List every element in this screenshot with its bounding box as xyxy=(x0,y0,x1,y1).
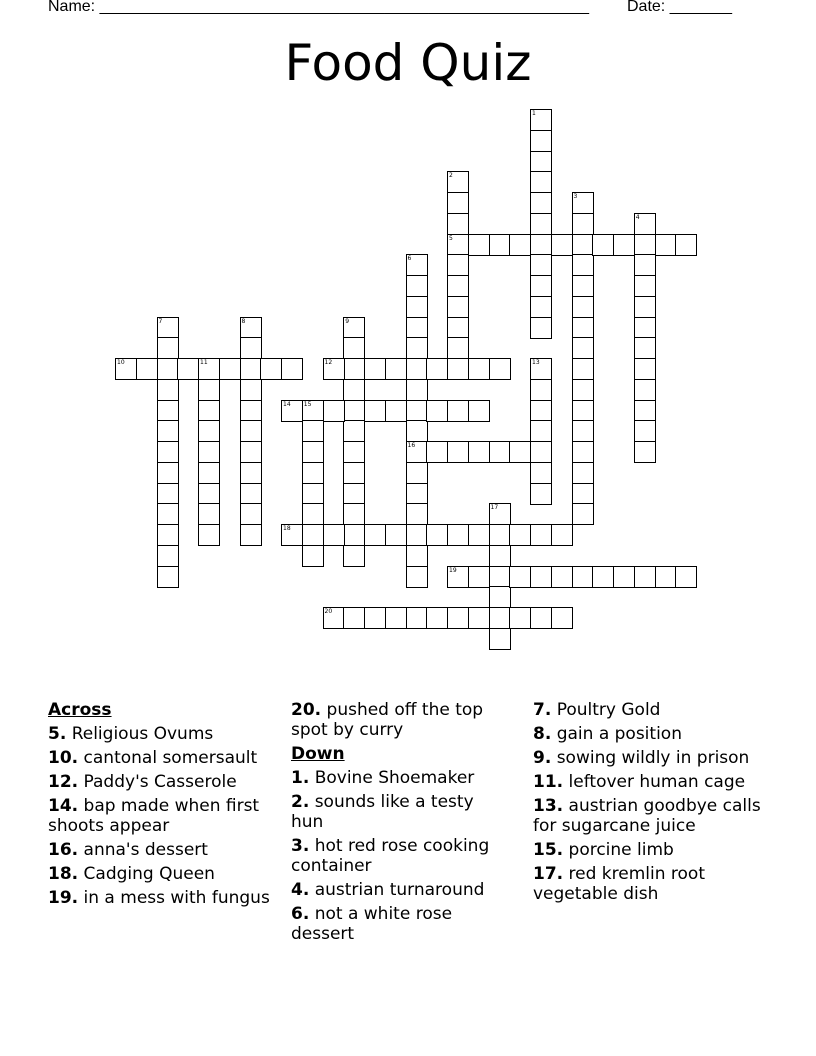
grid-cell[interactable] xyxy=(634,379,656,401)
grid-cell[interactable] xyxy=(572,420,594,442)
grid-cell[interactable] xyxy=(634,400,656,422)
grid-cell[interactable] xyxy=(634,420,656,442)
grid-clue-number: 6 xyxy=(407,255,412,263)
grid-cell[interactable] xyxy=(489,566,511,588)
grid-cell[interactable] xyxy=(406,337,428,359)
grid-cell[interactable] xyxy=(240,483,262,505)
grid-clue-number: 8 xyxy=(241,317,246,325)
grid-cell[interactable] xyxy=(426,524,448,546)
grid-cell[interactable] xyxy=(323,400,345,422)
clue-down-7: 7. Poultry Gold xyxy=(533,700,661,720)
grid-cell[interactable] xyxy=(260,358,282,380)
grid-cell[interactable] xyxy=(385,400,407,422)
grid-cell[interactable] xyxy=(572,566,594,588)
grid-cell[interactable] xyxy=(447,296,469,318)
grid-cell[interactable] xyxy=(177,358,199,380)
clue-across-10: 10. cantonal somersault xyxy=(48,748,258,768)
grid-cell[interactable] xyxy=(634,441,656,463)
clue-across-5: 5. Religious Ovums xyxy=(48,724,214,744)
grid-clue-number: 1 xyxy=(532,110,536,117)
grid-cell[interactable] xyxy=(240,358,262,380)
grid-cell[interactable] xyxy=(240,379,262,401)
grid-cell[interactable] xyxy=(489,441,511,463)
grid-cell[interactable] xyxy=(530,234,552,256)
grid-cell[interactable] xyxy=(240,503,262,525)
grid-cell[interactable] xyxy=(447,358,469,380)
grid-cell[interactable] xyxy=(468,566,490,588)
grid-cell[interactable] xyxy=(572,441,594,463)
clue-down-6: 6. not a white rose dessert xyxy=(291,904,453,944)
grid-cell[interactable] xyxy=(343,503,365,525)
grid-clue-number: 20 xyxy=(324,608,333,615)
grid-cell[interactable] xyxy=(240,420,262,442)
grid-cell[interactable] xyxy=(572,296,594,318)
grid-cell[interactable] xyxy=(530,441,552,463)
clue-down-13: 13. austrian goodbye calls for sugarcane juice xyxy=(533,796,761,836)
grid-cell[interactable] xyxy=(530,524,552,546)
grid-cell[interactable] xyxy=(157,524,179,546)
grid-cell[interactable] xyxy=(655,566,677,588)
grid-cell[interactable] xyxy=(343,524,365,546)
grid-cell[interactable] xyxy=(509,441,531,463)
clues-column-3 xyxy=(533,700,773,908)
grid-cell[interactable] xyxy=(426,607,448,629)
grid-cell[interactable] xyxy=(343,545,365,567)
grid-cell[interactable] xyxy=(157,358,179,380)
clue-down-17: 17. red kremlin root vegetable dish xyxy=(533,864,705,904)
grid-cell[interactable] xyxy=(447,213,469,235)
grid-cell[interactable] xyxy=(240,337,262,359)
name-field-label: Name: _______________________________________________________ xyxy=(48,0,589,15)
grid-cell[interactable] xyxy=(406,503,428,525)
grid-cell[interactable] xyxy=(198,400,220,422)
grid-cell[interactable] xyxy=(343,462,365,484)
grid-cell[interactable] xyxy=(530,317,552,339)
grid-cell[interactable] xyxy=(509,607,531,629)
grid-cell[interactable] xyxy=(530,420,552,442)
grid-cell[interactable] xyxy=(530,462,552,484)
clue-down-1: 1. Bovine Shoemaker xyxy=(291,768,475,788)
grid-cell[interactable] xyxy=(302,545,324,567)
grid-cell[interactable] xyxy=(468,234,490,256)
grid-cell[interactable] xyxy=(634,234,656,256)
grid-cell[interactable] xyxy=(385,358,407,380)
grid-cell[interactable] xyxy=(592,566,614,588)
grid-cell[interactable] xyxy=(364,358,386,380)
grid-cell[interactable] xyxy=(385,607,407,629)
grid-cell[interactable] xyxy=(364,400,386,422)
grid-cell[interactable] xyxy=(447,400,469,422)
grid-cell[interactable] xyxy=(447,254,469,276)
grid-cell[interactable] xyxy=(489,234,511,256)
grid-cell[interactable] xyxy=(198,462,220,484)
clue-down-3: 3. hot red rose cooking container xyxy=(291,836,490,876)
grid-cell[interactable] xyxy=(343,337,365,359)
grid-cell[interactable] xyxy=(530,254,552,276)
grid-cell[interactable] xyxy=(302,420,324,442)
grid-cell[interactable] xyxy=(426,400,448,422)
grid-cell[interactable] xyxy=(551,234,573,256)
grid-cell[interactable] xyxy=(364,524,386,546)
grid-cell[interactable] xyxy=(634,317,656,339)
grid-cell[interactable] xyxy=(489,524,511,546)
grid-cell[interactable] xyxy=(655,234,677,256)
grid-cell[interactable] xyxy=(406,607,428,629)
grid-cell[interactable] xyxy=(447,192,469,214)
grid-cell[interactable] xyxy=(468,441,490,463)
clue-across-16: 16. anna's dessert xyxy=(48,840,208,860)
clue-across-19: 19. in a mess with fungus xyxy=(48,888,270,908)
grid-cell[interactable] xyxy=(447,275,469,297)
grid-cell[interactable] xyxy=(198,483,220,505)
grid-cell[interactable] xyxy=(530,192,552,214)
grid-cell[interactable] xyxy=(343,607,365,629)
grid-cell[interactable] xyxy=(530,171,552,193)
grid-cell[interactable] xyxy=(572,213,594,235)
grid-cell[interactable] xyxy=(572,254,594,276)
grid-cell[interactable] xyxy=(281,358,303,380)
grid-cell[interactable] xyxy=(613,234,635,256)
grid-cell[interactable] xyxy=(136,358,158,380)
grid-cell[interactable] xyxy=(219,358,241,380)
grid-cell[interactable] xyxy=(572,234,594,256)
grid-clue-number: 5 xyxy=(449,234,453,242)
grid-cell[interactable] xyxy=(489,607,511,629)
grid-cell[interactable] xyxy=(551,524,573,546)
grid-cell[interactable] xyxy=(489,586,511,608)
grid-cell[interactable] xyxy=(530,130,552,152)
grid-cell[interactable] xyxy=(489,358,511,380)
grid-cell[interactable] xyxy=(530,607,552,629)
grid-cell[interactable] xyxy=(634,254,656,276)
clue-down-2: 2. sounds like a testy hun xyxy=(291,792,474,832)
grid-cell[interactable] xyxy=(489,628,511,650)
grid-cell[interactable] xyxy=(240,400,262,422)
grid-clue-number: 4 xyxy=(635,213,640,221)
grid-clue-number: 11 xyxy=(200,359,208,366)
grid-cell[interactable] xyxy=(198,503,220,525)
clue-down-11: 11. leftover human cage xyxy=(533,772,746,792)
grid-cell[interactable] xyxy=(530,275,552,297)
grid-cell[interactable] xyxy=(509,234,531,256)
grid-cell[interactable] xyxy=(634,337,656,359)
grid-cell[interactable] xyxy=(240,441,262,463)
across-heading: Across xyxy=(48,700,112,720)
grid-clue-number: 7 xyxy=(158,317,163,325)
grid-clue-number: 10 xyxy=(117,359,125,366)
grid-cell[interactable] xyxy=(572,400,594,422)
grid-cell[interactable] xyxy=(489,545,511,567)
clue-down-4: 4. austrian turnaround xyxy=(291,880,485,900)
grid-cell[interactable] xyxy=(468,400,490,422)
grid-cell[interactable] xyxy=(157,545,179,567)
grid-cell[interactable] xyxy=(572,337,594,359)
grid-cell[interactable] xyxy=(198,420,220,442)
clue-across-20: 20. pushed off the top spot by curry xyxy=(291,700,484,740)
grid-cell[interactable] xyxy=(406,462,428,484)
grid-cell[interactable] xyxy=(572,317,594,339)
clue-across-18: 18. Cadging Queen xyxy=(48,864,215,884)
grid-cell[interactable] xyxy=(447,607,469,629)
grid-cell[interactable] xyxy=(157,441,179,463)
grid-cell[interactable] xyxy=(157,566,179,588)
grid-cell[interactable] xyxy=(634,566,656,588)
clue-across-12: 12. Paddy's Casserole xyxy=(48,772,237,792)
grid-clue-number: 9 xyxy=(345,317,350,325)
grid-cell[interactable] xyxy=(302,441,324,463)
grid-cell[interactable] xyxy=(572,462,594,484)
clues-column-1 xyxy=(48,700,280,912)
grid-cell[interactable] xyxy=(343,483,365,505)
grid-cell[interactable] xyxy=(406,379,428,401)
grid-cell[interactable] xyxy=(592,234,614,256)
grid-cell[interactable] xyxy=(530,213,552,235)
grid-cell[interactable] xyxy=(302,503,324,525)
grid-cell[interactable] xyxy=(157,420,179,442)
grid-cell[interactable] xyxy=(551,566,573,588)
grid-cell[interactable] xyxy=(530,379,552,401)
grid-cell[interactable] xyxy=(572,483,594,505)
grid-clue-number: 18 xyxy=(283,525,291,532)
grid-cell[interactable] xyxy=(468,358,490,380)
grid-cell[interactable] xyxy=(426,441,448,463)
grid-cell[interactable] xyxy=(406,483,428,505)
grid-cell[interactable] xyxy=(572,358,594,380)
grid-cell[interactable] xyxy=(572,503,594,525)
grid-cell[interactable] xyxy=(406,566,428,588)
grid-cell[interactable] xyxy=(157,483,179,505)
grid-cell[interactable] xyxy=(343,420,365,442)
grid-cell[interactable] xyxy=(634,296,656,318)
grid-cell[interactable] xyxy=(447,317,469,339)
grid-cell[interactable] xyxy=(675,566,697,588)
grid-cell[interactable] xyxy=(530,151,552,173)
grid-cell[interactable] xyxy=(157,400,179,422)
grid-cell[interactable] xyxy=(509,566,531,588)
grid-clue-number: 3 xyxy=(573,193,578,200)
grid-cell[interactable] xyxy=(198,441,220,463)
grid-cell[interactable] xyxy=(157,503,179,525)
grid-cell[interactable] xyxy=(530,483,552,505)
grid-cell[interactable] xyxy=(240,462,262,484)
grid-cell[interactable] xyxy=(551,607,573,629)
grid-cell[interactable] xyxy=(447,524,469,546)
grid-cell[interactable] xyxy=(343,358,365,380)
grid-cell[interactable] xyxy=(157,337,179,359)
grid-cell[interactable] xyxy=(157,462,179,484)
grid-cell[interactable] xyxy=(157,379,179,401)
grid-cell[interactable] xyxy=(406,358,428,380)
grid-cell[interactable] xyxy=(530,566,552,588)
clues-column-2 xyxy=(291,700,511,948)
grid-cell[interactable] xyxy=(198,524,220,546)
grid-clue-number: 14 xyxy=(283,400,291,408)
grid-cell[interactable] xyxy=(406,545,428,567)
grid-cell[interactable] xyxy=(240,524,262,546)
grid-cell[interactable] xyxy=(406,524,428,546)
grid-cell[interactable] xyxy=(509,524,531,546)
grid-cell[interactable] xyxy=(468,607,490,629)
clue-down-9: 9. sowing wildly in prison xyxy=(533,748,750,768)
grid-cell[interactable] xyxy=(406,400,428,422)
grid-cell[interactable] xyxy=(447,337,469,359)
grid-cell[interactable] xyxy=(343,400,365,422)
grid-cell[interactable] xyxy=(198,379,220,401)
grid-cell[interactable] xyxy=(530,296,552,318)
grid-cell[interactable] xyxy=(343,441,365,463)
grid-clue-number: 16 xyxy=(407,442,416,449)
grid-cell[interactable] xyxy=(468,524,490,546)
grid-cell[interactable] xyxy=(406,420,428,442)
clue-across-14: 14. bap made when first shoots appear xyxy=(48,796,260,836)
grid-clue-number: 15 xyxy=(303,400,312,408)
grid-cell[interactable] xyxy=(634,358,656,380)
grid-cell[interactable] xyxy=(406,317,428,339)
grid-cell[interactable] xyxy=(364,607,386,629)
date-field-label: Date: _______ xyxy=(627,0,732,15)
grid-clue-number: 19 xyxy=(449,566,457,574)
grid-cell[interactable] xyxy=(302,524,324,546)
grid-cell[interactable] xyxy=(343,379,365,401)
grid-cell[interactable] xyxy=(406,275,428,297)
grid-cell[interactable] xyxy=(302,462,324,484)
clue-down-15: 15. porcine limb xyxy=(533,840,674,860)
grid-cell[interactable] xyxy=(385,524,407,546)
grid-cell[interactable] xyxy=(613,566,635,588)
grid-cell[interactable] xyxy=(675,234,697,256)
grid-cell[interactable] xyxy=(572,379,594,401)
grid-clue-number: 12 xyxy=(324,359,333,366)
grid-cell[interactable] xyxy=(302,483,324,505)
clue-down-8: 8. gain a position xyxy=(533,724,682,744)
grid-cell[interactable] xyxy=(634,275,656,297)
down-heading: Down xyxy=(291,744,345,764)
page-title: Food Quiz xyxy=(284,34,532,92)
grid-cell[interactable] xyxy=(426,358,448,380)
grid-cell[interactable] xyxy=(447,441,469,463)
grid-clue-number: 17 xyxy=(490,504,499,512)
grid-cell[interactable] xyxy=(323,524,345,546)
grid-clue-number: 13 xyxy=(532,359,540,366)
grid-clue-number: 2 xyxy=(449,172,453,180)
grid-cell[interactable] xyxy=(572,275,594,297)
grid-cell[interactable] xyxy=(530,400,552,422)
grid-cell[interactable] xyxy=(406,296,428,318)
